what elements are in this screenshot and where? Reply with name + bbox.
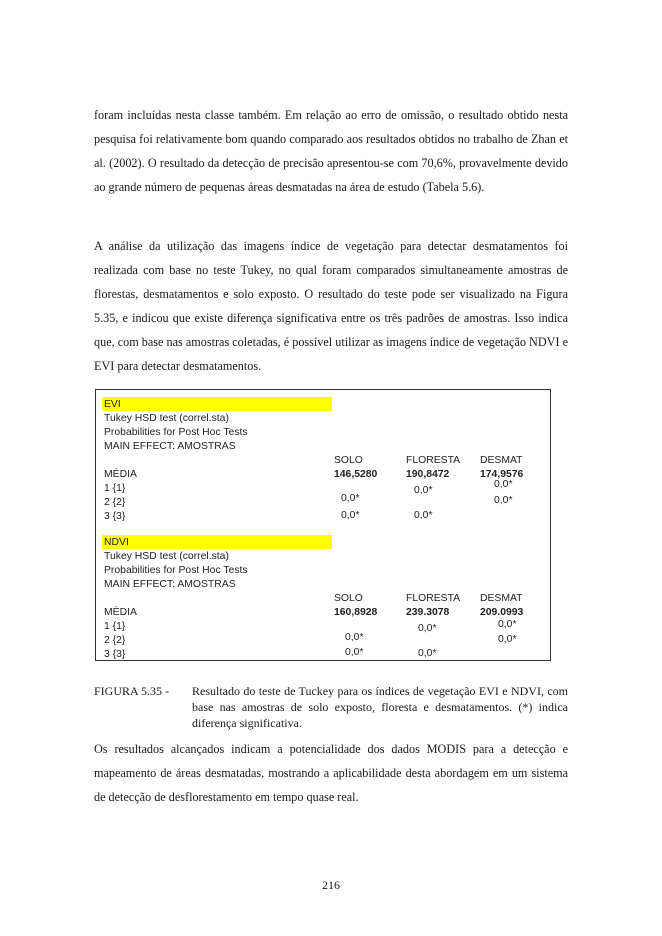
evi-main-effect: MAIN EFFECT: AMOSTRAS: [104, 441, 236, 452]
ndvi-r1-desmat: 0,0*: [498, 619, 517, 630]
ndvi-col-solo: SOLO: [334, 593, 363, 604]
evi-probabilities-label: Probabilities for Post Hoc Tests: [104, 427, 248, 438]
ndvi-test-name: Tukey HSD test (correl.sta): [104, 551, 229, 562]
evi-row-3-label: 3 {3}: [104, 511, 126, 522]
evi-media-desmat: 174,9576: [480, 469, 524, 480]
evi-r3-solo: 0,0*: [341, 510, 360, 521]
ndvi-r3-floresta: 0,0*: [418, 648, 437, 659]
ndvi-row-1-label: 1 {1}: [104, 621, 126, 632]
ndvi-row-3-label: 3 {3}: [104, 649, 126, 660]
ndvi-col-floresta: FLORESTA: [406, 593, 461, 604]
ndvi-media-desmat: 209.0993: [480, 607, 524, 618]
ndvi-probabilities-label: Probabilities for Post Hoc Tests: [104, 565, 248, 576]
ndvi-r3-solo: 0,0*: [345, 647, 364, 658]
figure-caption-label: FIGURA 5.35 -: [94, 684, 170, 698]
ndvi-r1-floresta: 0,0*: [418, 623, 437, 634]
ndvi-col-desmat: DESMAT: [480, 593, 523, 604]
evi-r3-floresta: 0,0*: [414, 510, 433, 521]
evi-r1-desmat: 0,0*: [494, 479, 513, 490]
evi-r2-desmat: 0,0*: [494, 495, 513, 506]
ndvi-media-floresta: 239.3078: [406, 607, 450, 618]
body-paragraph-3: Os resultados alcançados indicam a potencialidade dos dados MODIS para a detecção e mapeamento de áreas desmatadas, mostrando a aplicabilidade desta abordagem em um sistema de detecção de desflorestamento em tempo quase real.: [94, 742, 568, 804]
ndvi-r2-solo: 0,0*: [345, 632, 364, 643]
evi-r2-solo: 0,0*: [341, 493, 360, 504]
evi-r1-floresta: 0,0*: [414, 485, 433, 496]
ndvi-title: NDVI: [104, 537, 129, 548]
ndvi-media-label: MÉDIA: [104, 607, 137, 618]
ndvi-media-solo: 160,8928: [334, 607, 378, 618]
ndvi-row-2-label: 2 {2}: [104, 635, 126, 646]
evi-row-2-label: 2 {2}: [104, 497, 126, 508]
evi-test-name: Tukey HSD test (correl.sta): [104, 413, 229, 424]
body-paragraph-1: foram incluídas nesta classe também. Em relação ao erro de omissão, o resultado obtido nesta pesquisa foi relativamente bom quando comparado aos resultados obtidos no trabalho de Zhan et al. (2002). O resultado da detecção de precisão apresentou-se com 70,6%, provavelmente devido ao grande número de pequenas áreas desmatadas na área de estudo (Tabela 5.6).: [94, 108, 568, 194]
evi-media-label: MÉDIA: [104, 469, 137, 480]
tukey-results-figure: [95, 389, 551, 661]
ndvi-main-effect: MAIN EFFECT: AMOSTRAS: [104, 579, 236, 590]
ndvi-highlight: [102, 535, 332, 549]
evi-col-floresta: FLORESTA: [406, 455, 461, 466]
ndvi-r2-desmat: 0,0*: [498, 634, 517, 645]
body-paragraph-2: A análise da utilização das imagens índice de vegetação para detectar desmatamentos foi realizada com base no teste Tukey, no qual foram comparados simultaneamente amostras de florestas, desmatamentos e solo exposto. O resultado do teste pode ser visualizado na Figura 5.35, e indicou que existe diferença significativa entre os três padrões de amostras. Isso indica que, com base nas amostras coletadas, é possível utilizar as imagens índice de vegetação NDVI e EVI para detectar desmatamentos.: [94, 239, 568, 373]
evi-col-solo: SOLO: [334, 455, 363, 466]
evi-media-floresta: 190,8472: [406, 469, 450, 480]
evi-media-solo: 146,5280: [334, 469, 378, 480]
evi-highlight: [102, 397, 332, 411]
figure-caption-text: Resultado do teste de Tuckey para os índices de vegetação EVI e NDVI, com base nas amostras de solo exposto, floresta e desmatamentos. (*) indica diferença significativa.: [192, 684, 568, 730]
evi-row-1-label: 1 {1}: [104, 483, 126, 494]
evi-title: EVI: [104, 399, 121, 410]
evi-col-desmat: DESMAT: [480, 455, 523, 466]
page-number: 216: [322, 878, 340, 892]
